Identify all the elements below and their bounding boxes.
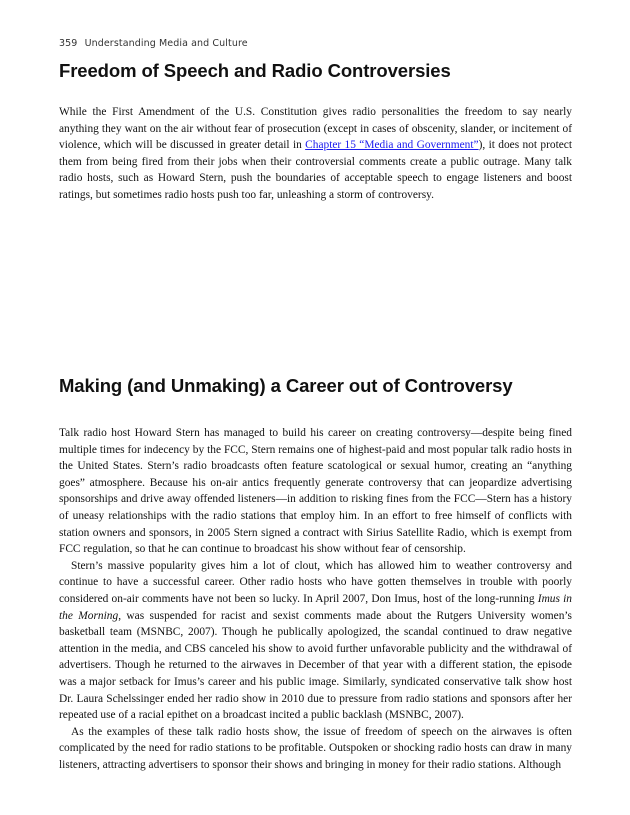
page-number: 359	[59, 38, 78, 49]
paragraph-text: Stern’s massive popularity gives him a lot of clout, which has allowed him to weather controversy and continue to have a successful career. Other radio hosts who have gotten themselves in trouble with poorly considered on-air comments have not been so lucky. In April 2007, Don Imus, host of the long-running	[59, 559, 572, 605]
section-career-controversy-body	[59, 425, 572, 773]
show-title: Imus in the Morning	[59, 592, 573, 622]
section-freedom-of-speech-body	[59, 104, 572, 204]
section-heading-career-controversy: Making (and Unmaking) a Career out of Controversy	[59, 375, 513, 396]
running-header	[59, 38, 248, 49]
paragraph: Talk radio host Howard Stern has managed to build his career on creating controversy—despite being fined multiple times for indecency by the FCC, Stern remains one of highest-paid and most popular talk radio hosts in the United States. Stern’s radio broadcasts often feature scatological or sexual humor, creating an “anything goes” atmosphere. Because his on-air antics frequently generate controversy that can jeopardize advertising sponsorships and drive away offended listeners—in addition to risking fines from the FCC—Stern has a history of uneasy relationships with the radio stations that employ him. In an effort to free himself of conflicts with station owners and sponsors, in 2005 Stern signed a contract with Sirius Satellite Radio, which is exempt from FCC regulation, so that he can continue to broadcast his show without fear of censorship.	[59, 427, 572, 556]
paragraph	[59, 104, 572, 204]
book-title: Understanding Media and Culture	[84, 38, 248, 49]
chapter-15-link[interactable]: Chapter 15 “Media and Government”	[305, 139, 479, 152]
paragraph-text: , was suspended for racist and sexist comments made about the Rutgers University women’s basketball team (MSNBC, 2007). Though he publically apologized, the scandal continued to draw negative attention in the media, and CBS canceled his show to avoid further unfavorable publicity and the withdrawal of advertisers. Though he returned to the airwaves in December of that year with a different station, the episode was a major setback for Imus’s career and his public image. Similarly, syndicated conservative talk show host Dr. Laura Schelssinger ended her radio show in 2010 due to pressure from radio stations and sponsors after her repeated use of a racial epithet on a broadcast incited a public backlash (MSNBC, 2007).	[59, 609, 572, 722]
paragraph-text: ), it does not protect them from being fired from their jobs when their controversial comments create a public outrage. Many talk radio hosts, such as Howard Stern, push the boundaries of acceptable speech to engage listeners and boost ratings, but sometimes radio hosts push too far, unleashing a storm of controversy.	[59, 139, 573, 201]
paragraph-text: While the First Amendment of the U.S. Constitution gives radio personalities the freedom to say nearly anything they want on the air without fear of prosecution (except in cases of obscenity, slander, or incitement of violence, which will be discussed in greater detail in	[59, 106, 572, 152]
paragraph: As the examples of these talk radio hosts show, the issue of freedom of speech on the airwaves is often complicated by the need for radio stations to be profitable. Outspoken or shocking radio hosts can draw in many listeners, attracting advertisers to sponsor their shows and bringing in money for their radio stations. Although	[59, 725, 572, 771]
section-heading-freedom-of-speech: Freedom of Speech and Radio Controversies	[59, 60, 451, 81]
paragraph	[59, 558, 572, 724]
